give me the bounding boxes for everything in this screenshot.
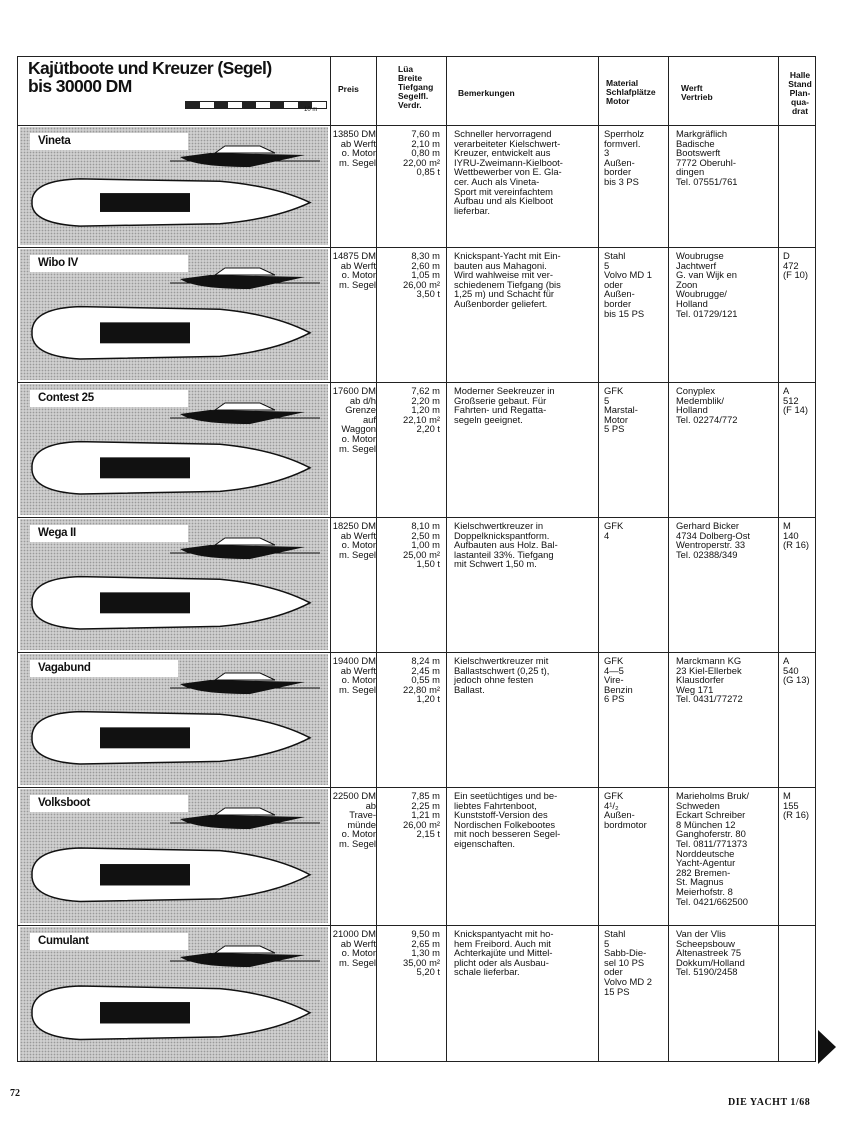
row-divider — [18, 125, 815, 126]
hull-profile — [180, 545, 305, 559]
hall-stand-cell: A 540 (G 13) — [783, 655, 810, 686]
cabin-profile — [215, 403, 275, 410]
price-cell: 22500 DM ab Trave- münde o. Motor m. Segel — [332, 790, 376, 849]
shipyard-cell: Conyplex Medemblik/ Holland Tel. 02274/772 — [676, 385, 738, 425]
shipyard-cell: Gerhard Bicker 4734 Dolberg-Ost Wentroperstr. 33 Tel. 02388/349 — [676, 520, 750, 560]
hall-stand-cell: A 512 (F 14) — [783, 385, 809, 416]
dimensions-cell: 8,24 m 2,45 m 0,55 m 22,80 m² 1,20 t — [403, 655, 440, 705]
shipyard-cell: Woubrugse Jachtwerf G. van Wijk en Zoon Woubrugge/ Holland Tel. 01729/121 — [676, 250, 738, 319]
col-header-halle: Halle Stand Plan- qua- drat — [788, 70, 812, 116]
boat-illustration — [20, 519, 328, 650]
remarks-cell: Schneller hervorragend verarbeiteter Kielschwert- Kreuzer, entwickelt aus IYRU-Zweimann-Kielboot- Wettbewerber von E. Gla- cer. Auch als Vineta- Sport mit vereinfachtem Aufbau und als Kielboot lieferbar. — [454, 128, 563, 216]
hull-profile — [180, 153, 305, 167]
price-cell: 19400 DM ab Werft o. Motor m. Segel — [332, 655, 376, 695]
price-cell: 18250 DM ab Werft o. Motor m. Segel — [332, 520, 376, 560]
boat-table — [17, 56, 816, 1062]
remarks-cell: Kielschwertkreuzer mit Ballastschwert (0,25 t), jedoch ohne festen Ballast. — [454, 655, 550, 695]
remarks-cell: Ein seetüchtiges und be- liebtes Fahrtenboot, Kunststoff-Version des Nordischen Folkebootes mit noch besseren Segel- eigenschaften. — [454, 790, 561, 849]
material-cell: GFK 4¹/₂ Außen- bordmotor — [604, 790, 647, 830]
next-page-arrow-icon — [818, 1030, 836, 1064]
boat-name: Wega II — [30, 525, 188, 542]
cabin-plan — [100, 193, 190, 212]
remarks-cell: Knickspant-Yacht mit Ein- bauten aus Mahagoni. Wird wahlweise mit ver- schiedenem Tiefgang (bis 1,25 m) und Schacht für Außenborder geliefert. — [454, 250, 561, 309]
hull-profile — [180, 815, 305, 829]
hull-profile — [180, 953, 305, 967]
boat-name: Contest 25 — [30, 390, 188, 407]
col-divider — [598, 57, 599, 1061]
shipyard-cell: Van der Vlis Scheepsbouw Altenastreek 75 Dokkum/Holland Tel. 5190/2458 — [676, 928, 745, 978]
col-header-bemerkungen: Bemerkungen — [458, 88, 515, 98]
row-divider — [18, 247, 815, 248]
boat-name: Wibo IV — [30, 255, 188, 272]
cabin-profile — [215, 946, 275, 953]
table-title: Kajütboote und Kreuzer (Segel) bis 30000 DM — [28, 58, 272, 96]
col-divider — [446, 57, 447, 1061]
row-divider — [18, 382, 815, 383]
boat-name: Volksboot — [30, 795, 188, 812]
col-divider — [778, 57, 779, 1061]
page-number: 72 — [10, 1088, 20, 1099]
dimensions-cell: 7,60 m 2,10 m 0,80 m 22,00 m² 0,85 t — [403, 128, 440, 178]
hull-profile — [180, 680, 305, 694]
cabin-profile — [215, 673, 275, 680]
magazine-footer: DIE YACHT 1/68 — [728, 1097, 811, 1108]
row-divider — [18, 925, 815, 926]
boat-illustration — [20, 654, 328, 785]
table-title-box — [20, 57, 330, 117]
boat-name: Vineta — [30, 133, 188, 150]
shipyard-cell: Markgräflich Badische Bootswerft 7772 Oberuhl- dingen Tel. 07551/761 — [676, 128, 738, 187]
cabin-profile — [215, 146, 275, 153]
dimensions-cell: 7,62 m 2,20 m 1,20 m 22,10 m² 2,20 t — [403, 385, 440, 435]
row-divider — [18, 517, 815, 518]
boat-illustration — [20, 384, 328, 515]
boat-illustration — [20, 789, 328, 923]
col-header-material: Material Schlafplätze Motor — [606, 78, 656, 106]
cabin-plan — [100, 322, 190, 343]
cabin-profile — [215, 268, 275, 275]
col-header-werft: Werft Vertrieb — [681, 83, 713, 102]
row-divider — [18, 652, 815, 653]
cabin-plan — [100, 864, 190, 885]
boat-name: Vagabund — [30, 660, 178, 677]
scale-label: 10 m — [304, 107, 318, 113]
col-divider — [668, 57, 669, 1061]
boat-illustration — [20, 927, 328, 1061]
hall-stand-cell: D 472 (F 10) — [783, 250, 809, 281]
boat-illustration — [20, 127, 328, 245]
cabin-profile — [215, 808, 275, 815]
remarks-cell: Moderner Seekreuzer in Großserie gebaut. Für Fahrten- und Regatta- segeln geeignet. — [454, 385, 555, 425]
boat-illustration — [20, 249, 328, 380]
material-cell: GFK 5 Marstal- Motor 5 PS — [604, 385, 638, 435]
dimensions-cell: 8,30 m 2,60 m 1,05 m 26,00 m² 3,50 t — [403, 250, 440, 300]
hall-stand-cell: M 155 (R 16) — [783, 790, 810, 821]
dimensions-cell: 7,85 m 2,25 m 1,21 m 26,00 m² 2,15 t — [403, 790, 440, 840]
cabin-plan — [100, 592, 190, 613]
material-cell: Stahl 5 Sabb-Die- sel 10 PS oder Volvo MD 2 15 PS — [604, 928, 652, 997]
remarks-cell: Kielschwertkreuzer in Doppelknickspantform. Aufbauten aus Holz. Bal- lastanteil 33%. Tiefgang mit Schwert 1,50 m. — [454, 520, 558, 570]
cabin-plan — [100, 1002, 190, 1023]
col-header-dims: Lüa Breite Tiefgang Segelfl. Verdr. — [398, 64, 434, 110]
material-cell: GFK 4—5 Vire- Benzin 6 PS — [604, 655, 633, 705]
cabin-plan — [100, 457, 190, 478]
material-cell: GFK 4 — [604, 520, 624, 541]
hull-profile — [180, 410, 305, 424]
col-header-preis: Preis — [338, 84, 359, 94]
boat-name: Cumulant — [30, 933, 188, 950]
price-cell: 13850 DM ab Werft o. Motor m. Segel — [332, 128, 376, 168]
material-cell: Sperrholz formverl. 3 Außen- border bis 3 PS — [604, 128, 645, 187]
price-cell: 14875 DM ab Werft o. Motor m. Segel — [332, 250, 376, 290]
hull-profile — [180, 275, 305, 289]
material-cell: Stahl 5 Volvo MD 1 oder Außen- border bis 15 PS — [604, 250, 652, 319]
dimensions-cell: 8,10 m 2,50 m 1,00 m 25,00 m² 1,50 t — [403, 520, 440, 570]
shipyard-cell: Marieholms Bruk/ Schweden Eckart Schreiber 8 München 12 Ganghoferstr. 80 Tel. 0811/771373 Norddeutsche Yacht-Agentur 282 Bremen- St. Magnus Meierhofstr. 8 Tel. 0421/662500 — [676, 790, 749, 907]
row-divider — [18, 787, 815, 788]
price-cell: 17600 DM ab d/h Grenze auf Waggon o. Motor m. Segel — [332, 385, 376, 454]
cabin-plan — [100, 727, 190, 748]
col-divider — [376, 57, 377, 1061]
cabin-profile — [215, 538, 275, 545]
price-cell: 21000 DM ab Werft o. Motor m. Segel — [332, 928, 376, 968]
shipyard-cell: Marckmann KG 23 Kiel-Ellerbek Klausdorfer Weg 171 Tel. 0431/77272 — [676, 655, 743, 705]
remarks-cell: Knickspantyacht mit ho- hem Freibord. Auch mit Achterkajüte und Mittel- plicht oder als Ausbau- schale lieferbar. — [454, 928, 554, 978]
hall-stand-cell: M 140 (R 16) — [783, 520, 810, 551]
dimensions-cell: 9,50 m 2,65 m 1,30 m 35,00 m² 5,20 t — [403, 928, 440, 978]
